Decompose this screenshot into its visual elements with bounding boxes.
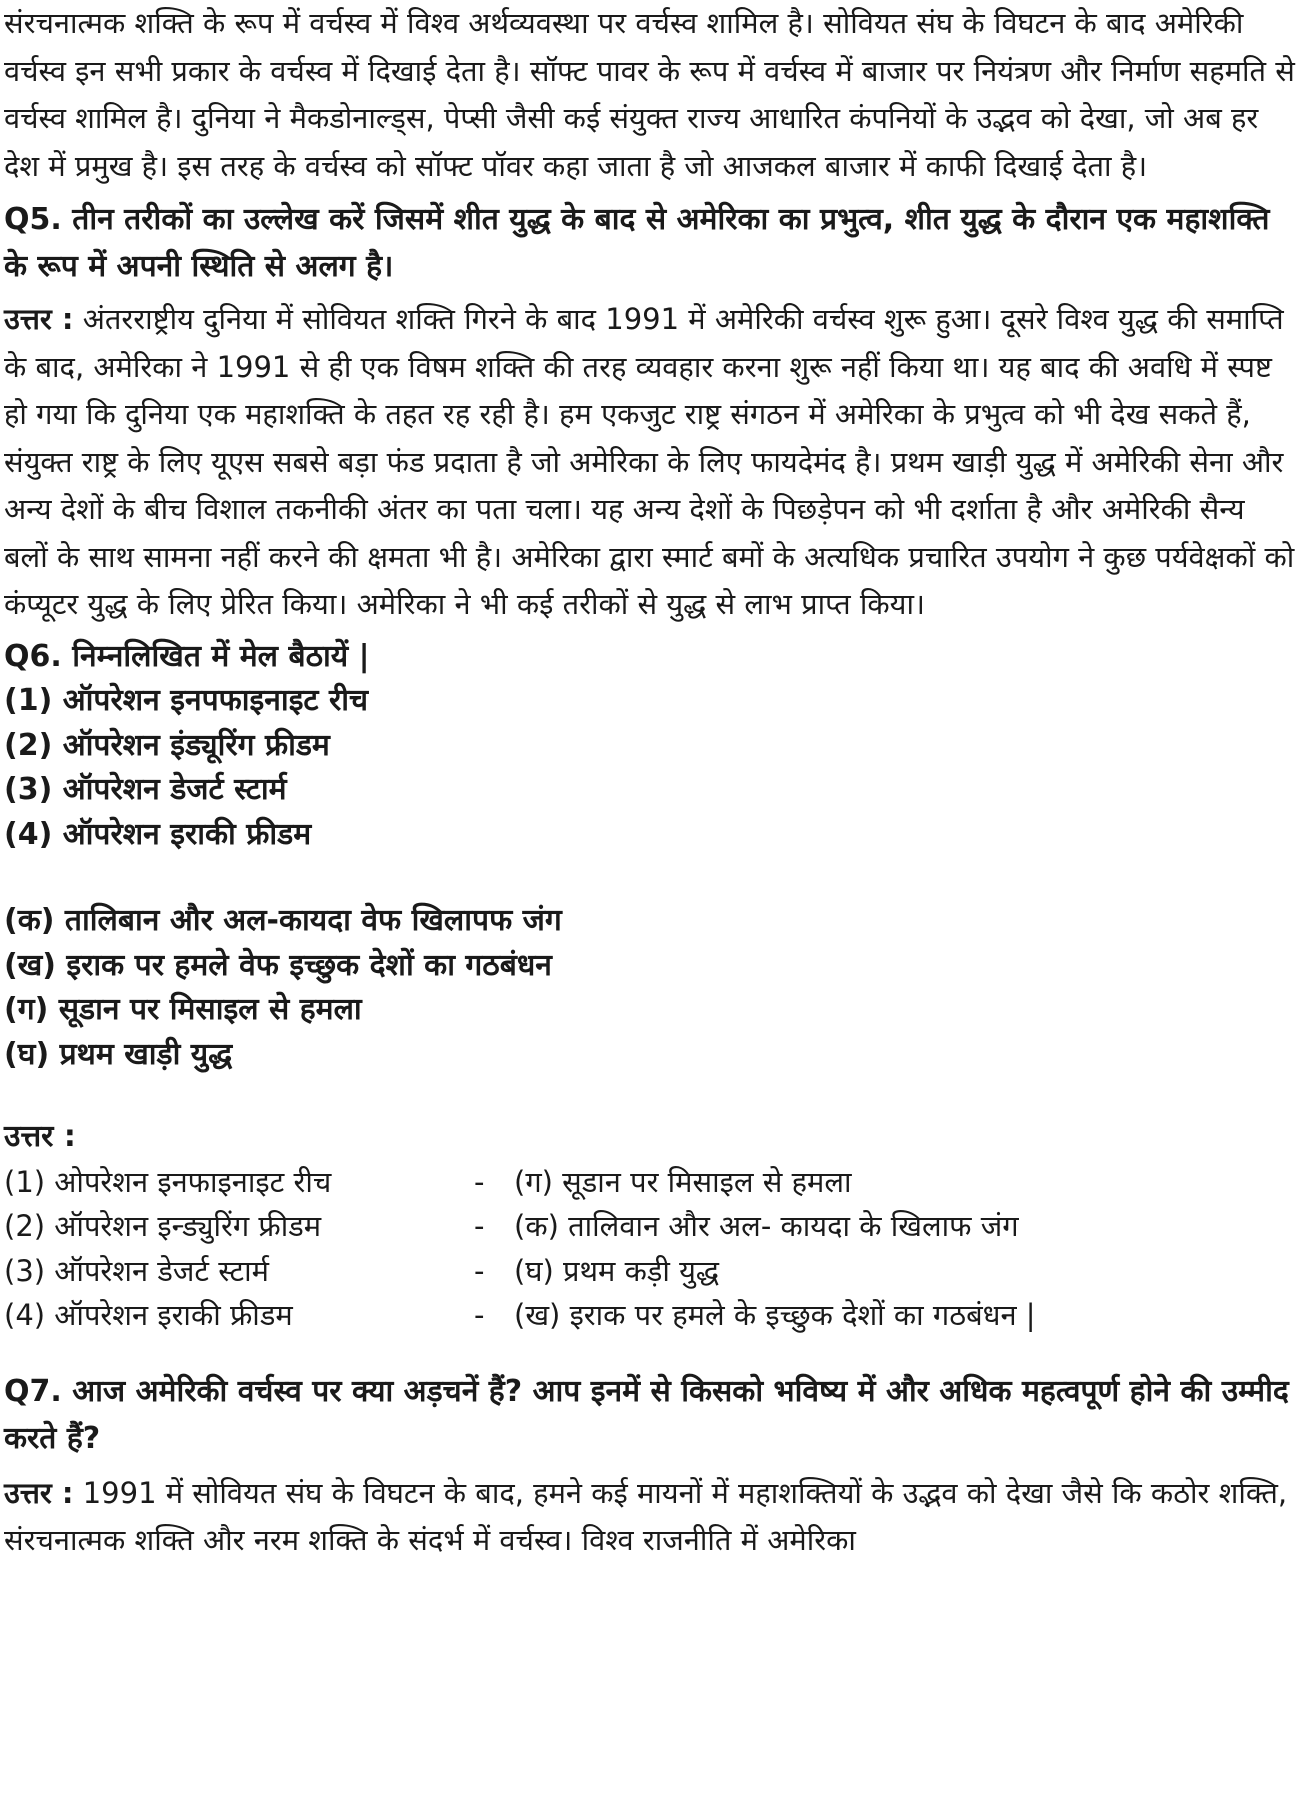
match-row [4,1204,1295,1249]
spacer [4,1077,1295,1115]
q6-right-item: (घ) प्रथम खाड़ी युद्ध [4,1036,233,1072]
match-left: (2) ऑपरेशन इन्ड्युरिंग फ्रीडम [4,1209,322,1243]
q6-right-item: (ख) इराक पर हमले वेफ इच्छुक देशों का गठबंधन [4,947,552,983]
intro-paragraph: संरचनात्मक शक्ति के रूप में वर्चस्व में विश्व अर्थव्यवस्था पर वर्चस्व शामिल है। सोवियत संघ के विघटन के बाद अमेरिकी वर्चस्व इन सभी प्रकार के वर्चस्व में दिखाई देता है। सॉफ्ट पावर के रूप में वर्चस्व में बाजार पर नियंत्रण और निर्माण सहमति से वर्चस्व शामिल है। दुनिया ने मैकडोनाल्ड्स, पेप्सी जैसी कई संयुक्त राज्य आधारित कंपनियों के उद्भव को देखा, जो अब हर देश में प्रमुख है। इस तरह के वर्चस्व को सॉफ्ट पॉवर कहा जाता है जो आजकल बाजार में काफी दिखाई देता है। [4,6,1295,183]
q6-right-list [4,899,1295,1077]
match-row [4,1249,1295,1294]
match-separator: - [474,1164,485,1199]
match-separator: - [474,1298,485,1332]
q5-answer-text: अंतरराष्ट्रीय दुनिया में सोवियत शक्ति गिरने के बाद 1991 में अमेरिकी वर्चस्व शुरू हुआ। दूसरे विश्व युद्ध की समाप्ति के बाद, अमेरिका ने 1991 से ही एक विषम शक्ति की तरह व्यवहार करना शुरू नहीं किया था। यह बाद की अवधि में स्पष्ट हो गया कि दुनिया एक महाशक्ति के तहत रह रही है। हम एकजुट राष्ट्र संगठन में अमेरिका के प्रभुत्व को भी देख सकते हैं, संयुक्त राष्ट्र के लिए यूएस सबसे बड़ा फंड प्रदाता है जो अमेरिका के लिए फायदेमंद है। प्रथम खाड़ी युद्ध में अमेरिकी सेना और अन्य देशों के बीच विशाल तकनीकी अंतर का पता चला। यह अन्य देशों के पिछड़ेपन को भी दर्शाता है और अमेरिकी सैन्य बलों के साथ सामना नहीं करने की क्षमता भी है। अमेरिका द्वारा स्मार्ट बमों के अत्यधिक प्रचारित उपयोग ने कुछ पर्यवेक्षकों को कंप्यूटर युद्ध के लिए प्रेरित किया। अमेरिका ने भी कई तरीकों से युद्ध से लाभ प्राप्त किया। [4,302,1295,621]
match-left: (3) ऑपरेशन डेजर्ट स्टार्म [4,1253,269,1288]
spacer [4,1338,1295,1368]
match-row [4,1293,1295,1338]
match-right: (ख) इराक पर हमले के इच्छुक देशों का गठबंधन | [514,1298,1036,1332]
match-row [4,1160,1295,1205]
q6-left-item: (1) ऑपरेशन इनपफाइनाइट रीच [4,683,369,718]
q5-answer [4,296,1295,629]
q5-question: Q5. तीन तरीकों का उल्लेख करें जिसमें शीत युद्ध के बाद से अमेरिका का प्रभुत्व, शीत युद्ध के दौरान एक महाशक्ति के रूप में अपनी स्थिति से अलग है। [4,202,1270,284]
match-right: (घ) प्रथम कड़ी युद्ध [514,1253,720,1288]
match-right: (ग) सूडान पर मिसाइल से हमला [514,1164,852,1199]
spacer [4,1462,1295,1470]
q6-block [4,635,1295,858]
q6-answer-label: उत्तर : [4,1119,76,1154]
q6-left-item: (3) ऑपरेशन डेजर्ट स्टार्म [4,772,287,807]
match-left: (4) ऑपरेशन इराकी फ्रीडम [4,1298,293,1332]
match-right: (क) तालिवान और अल- कायदा के खिलाफ जंग [514,1209,1019,1243]
q6-right-item: (ग) सूडान पर मिसाइल से हमला [4,992,362,1027]
q6-question: Q6. निम्नलिखित में मेल बैठायें | [4,638,370,674]
match-left: (1) ओपरेशन इनफाइनाइट रीच [4,1164,332,1199]
q6-right-item: (क) तालिबान और अल-कायदा वेफ खिलापफ जंग [4,903,562,938]
q6-match-list [4,1160,1295,1338]
q7-question: Q7. आज अमेरिकी वर्चस्व पर क्या अड़चनें हैं? आप इनमें से किसको भविष्य में और अधिक महत्वपूर्ण होने की उम्मीद करते हैं? [4,1373,1289,1456]
q6-left-item: (4) ऑपरेशन इराकी फ्रीडम [4,816,312,852]
match-separator: - [474,1209,485,1243]
spacer [4,857,1295,899]
q5-answer-label: उत्तर : [4,302,74,336]
q7-answer [4,1470,1295,1565]
q7-answer-label: उत्तर : [4,1475,74,1510]
q6-left-item: (2) ऑपरेशन इंड्यूरिंग फ्रीडम [4,727,330,763]
q7-answer-text: 1991 में सोवियत संघ के विघटन के बाद, हमने कई मायनों में महाशक्तियों के उद्भव को देखा जैसे कि कठोर शक्ति, संरचनात्मक शक्ति और नरम शक्ति के संदर्भ में वर्चस्व। विश्व राजनीति में अमेरिका [4,1475,1288,1557]
match-separator: - [474,1253,485,1288]
